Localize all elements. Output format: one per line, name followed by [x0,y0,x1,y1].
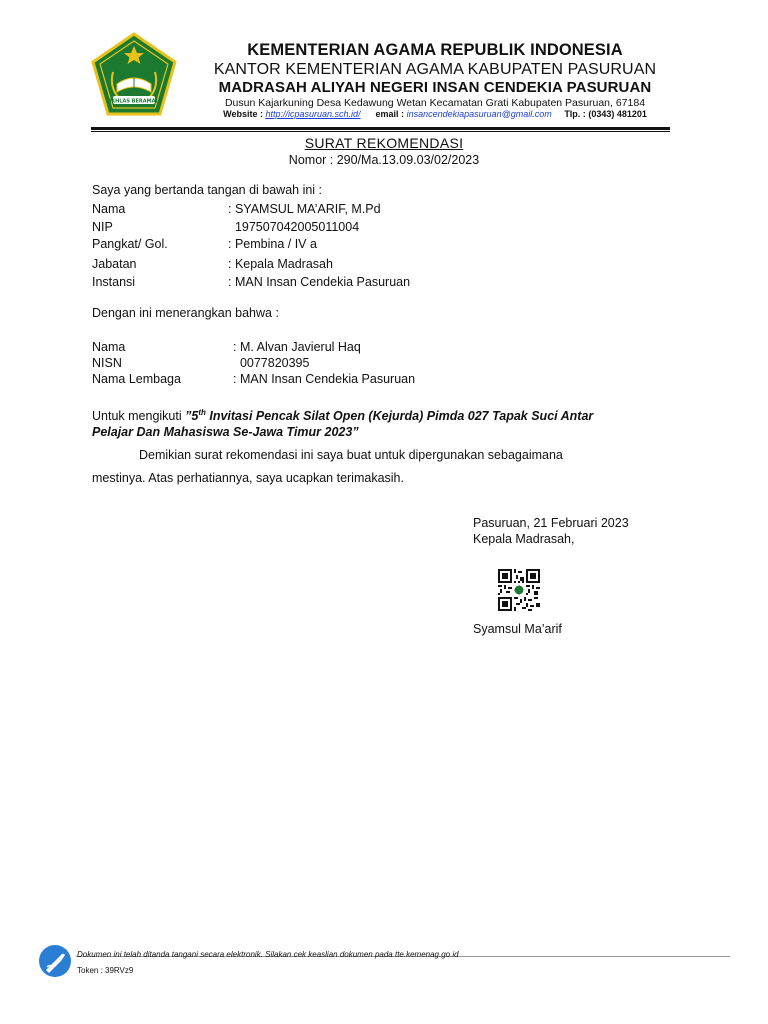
event-ordinal: th [198,408,206,417]
qr-code-signature [498,569,540,611]
signer-label-nip: NIP [92,220,113,234]
signer-name: Syamsul Ma’arif [473,622,562,636]
signer-value-institution: : MAN Insan Cendekia Pasuruan [228,275,411,289]
signer-value-name: : SYAMSUL MA’ARIF, M.Pd [228,202,381,216]
email-label: email : [375,109,405,119]
letter-number: Nomor : 290/Ma.13.09.03/02/2023 [288,153,480,167]
office-name: KANTOR KEMENTERIAN AGAMA KABUPATEN PASURUAN [213,61,657,78]
phone-label: Tlp. : [564,109,586,119]
letter-title: SURAT REKOMENDASI [304,135,464,151]
website-link[interactable]: http://icpasuruan.sch.id/ [265,109,361,119]
ministry-name: KEMENTERIAN AGAMA REPUBLIK INDONESIA [247,41,623,59]
closing-line-2: mestinya. Atas perhatiannya, saya ucapkan terimakasih. [92,471,404,485]
signer-label-rank: Pangkat/ Gol. [92,237,168,251]
kemenag-logo [91,32,177,118]
student-value-institution: : MAN Insan Cendekia Pasuruan [233,372,416,386]
signer-value-rank: : Pembina / IV a [228,237,317,251]
signer-label-name: Nama [92,202,126,216]
student-value-nisn: 0077820395 [233,356,310,370]
signer-label-position: Jabatan [92,257,137,271]
school-name: MADRASAH ALIYAH NEGERI INSAN CENDEKIA PASURUAN [218,79,652,96]
phone-number: (0343) 481201 [588,109,647,119]
signer-value-position: : Kepala Madrasah [228,257,333,271]
place-date: Pasuruan, 21 Februari 2023 [473,516,629,530]
logo-motto: IKHLAS BERAMAL [109,98,159,105]
contact-line [200,109,670,119]
signer-label-institution: Instansi [92,275,136,289]
closing-line-1: Demikian surat rekomendasi ini saya buat untuk dipergunakan sebagaimana [139,448,563,462]
event-quote-open: ”5 [185,409,199,424]
statement-text: Dengan ini menerangkan bahwa : [92,306,279,320]
e-signature-note: Dokumen ini telah ditanda tangani secara elektronik. Silakan cek keaslian dokumen pada tte.kemenag.go.id [77,950,459,959]
website-label: Website : [223,109,263,119]
purpose-line-1 [92,408,593,423]
school-address: Dusun Kajarkuning Desa Kedawung Wetan Kecamatan Grati Kabupaten Pasuruan, 67184 [224,97,646,109]
student-label-name: Nama [92,340,126,354]
e-signature-pen-icon [38,944,72,978]
header-divider [91,127,670,130]
header-divider-thin [91,131,670,132]
student-label-institution: Nama Lembaga [92,372,181,386]
event-title-line1: Invitasi Pencak Silat Open (Kejurda) Pimda 027 Tapak Suci Antar [205,409,594,424]
student-label-nisn: NISN [92,356,122,370]
signer-position: Kepala Madrasah, [473,532,575,546]
purpose-prefix: Untuk mengikuti [92,409,186,424]
verification-token: Token : 39RVz9 [77,966,134,975]
student-value-name: : M. Alvan Javierul Haq [233,340,361,354]
email-link[interactable]: insancendekiapasuruan@gmail.com [406,109,552,119]
intro-text: Saya yang bertanda tangan di bawah ini : [92,183,323,197]
signer-value-nip: 197507042005011004 [228,220,360,234]
event-title-line2: Pelajar Dan Mahasiswa Se-Jawa Timur 2023” [92,425,359,439]
